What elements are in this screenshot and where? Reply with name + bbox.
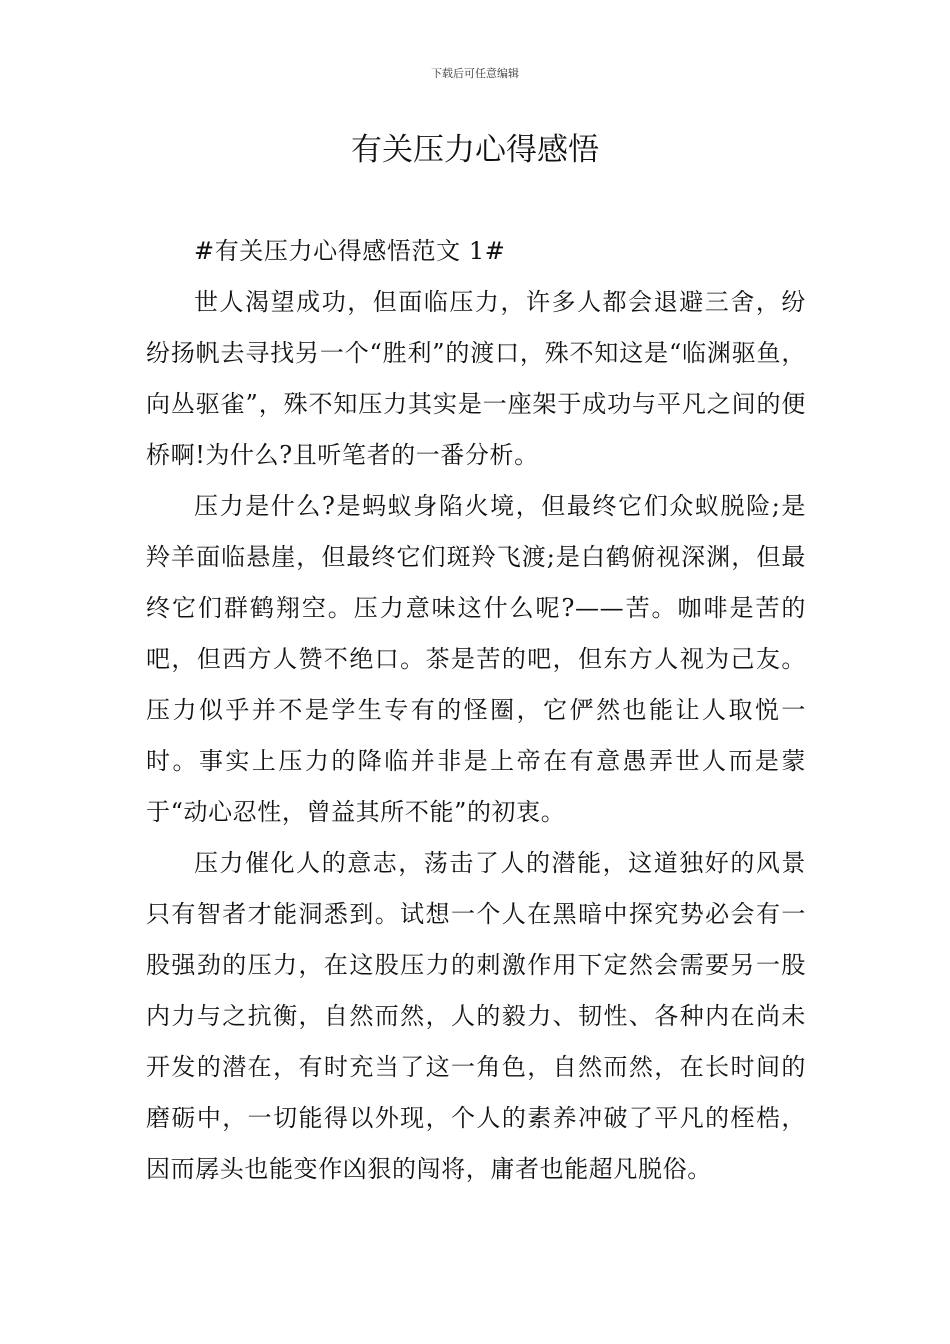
document-title: 有关压力心得感悟 [351,132,599,168]
document-body [146,226,806,1195]
paragraph-3: 压力催化人的意志，荡击了人的潜能，这道独好的风景只有智者才能洞悉到。试想一个人在黑暗中探究势必会有一股强劲的压力，在这股压力的刺激作用下定然会需要另一股内力与之抗衡，自然而然，人的毅力、韧性、各种内在尚未开发的潜在，有时充当了这一角色，自然而然，在长时间的磨砺中，一切能得以外现，个人的素养冲破了平凡的桎梏，因而孱头也能变作凶狠的闯将，庸者也能超凡脱俗。 [146,849,806,1183]
paragraph-2: 压力是什么?是蚂蚁身陷火境，但最终它们众蚁脱险;是羚羊面临悬崖，但最终它们斑羚飞渡;是白鹤俯视深渊，但最终它们群鹤翔空。压力意味这什么呢?——苦。咖啡是苦的吧，但西方人赞不绝口。茶是苦的吧，但东方人视为己友。压力似乎并不是学生专有的怪圈，它俨然也能让人取悦一时。事实上压力的降临并非是上帝在有意愚弄世人而是蒙于“动心忍性，曾益其所不能”的初衷。 [146,492,806,826]
section-heading: #有关压力心得感悟范文 1# [194,237,506,265]
paragraph-1: 世人渴望成功，但面临压力，许多人都会退避三舍，纷纷扬帆去寻找另一个“胜利”的渡口，殊不知这是“临渊驱鱼，向丛驱雀”，殊不知压力其实是一座架于成功与平凡之间的便桥啊!为什么?且听笔者的一番分析。 [146,288,806,469]
header-note: 下载后可任意编辑 [431,67,519,80]
